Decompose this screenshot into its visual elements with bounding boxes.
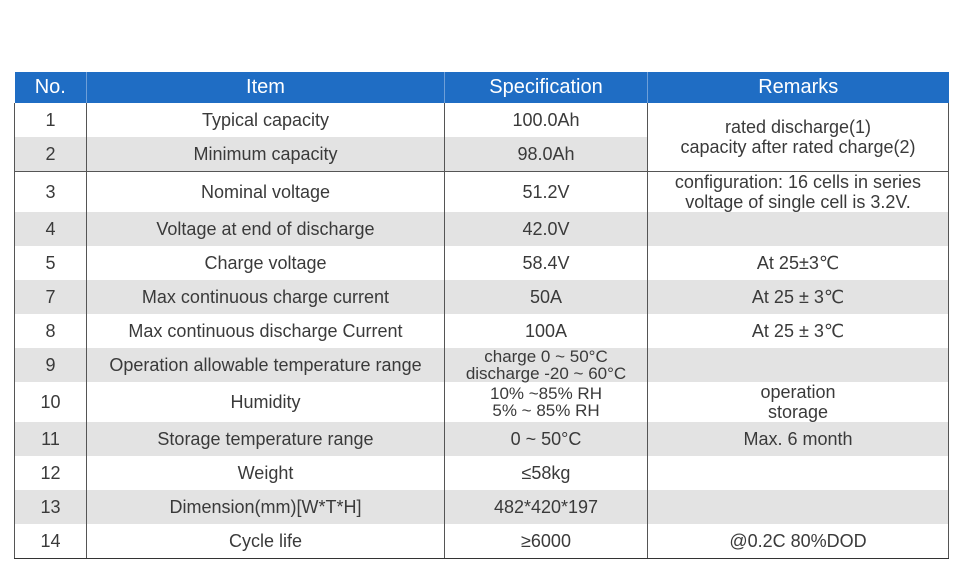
cell-spec: ≤58kg [445,456,648,490]
table-row [15,382,949,422]
table-row [15,456,949,490]
cell-spec: 100A [445,314,648,348]
cell-spec: 100.0Ah [445,103,648,137]
spec-line: 10% ~85% RH [490,384,602,403]
cell-no: 4 [15,212,87,246]
cell-remark [648,172,949,213]
header-item: Item [87,72,445,103]
table-row [15,314,949,348]
cell-item: Voltage at end of discharge [87,212,445,246]
cell-remark [648,382,949,422]
table-row [15,422,949,456]
cell-remark: @0.2C 80%DOD [648,524,949,559]
cell-remark [648,456,949,490]
cell-item: Nominal voltage [87,172,445,213]
table-header [15,72,949,103]
cell-item: Minimum capacity [87,137,445,172]
cell-item: Typical capacity [87,103,445,137]
cell-remark: Max. 6 month [648,422,949,456]
cell-item: Weight [87,456,445,490]
spec-table-container [14,72,948,559]
cell-remark: At 25 ± 3℃ [648,314,949,348]
cell-remark [648,348,949,382]
cell-no: 14 [15,524,87,559]
cell-remark-merged [648,103,949,172]
cell-spec: 0 ~ 50°C [445,422,648,456]
cell-item: Cycle life [87,524,445,559]
header-remarks: Remarks [648,72,949,103]
cell-no: 13 [15,490,87,524]
cell-remark: At 25±3℃ [648,246,949,280]
cell-item: Operation allowable temperature range [87,348,445,382]
cell-spec: 98.0Ah [445,137,648,172]
remark-line: voltage of single cell is 3.2V. [685,192,911,212]
cell-item: Max continuous charge current [87,280,445,314]
cell-remark [648,490,949,524]
cell-remark [648,212,949,246]
cell-spec: 50A [445,280,648,314]
table-row [15,280,949,314]
cell-item: Dimension(mm)[W*T*H] [87,490,445,524]
spec-line: charge 0 ~ 50°C [484,347,608,366]
header-no: No. [15,72,87,103]
header-specification: Specification [445,72,648,103]
spec-line: 5% ~ 85% RH [492,401,600,420]
cell-spec [445,348,648,382]
cell-spec: 42.0V [445,212,648,246]
cell-no: 7 [15,280,87,314]
cell-item: Storage temperature range [87,422,445,456]
spec-table [14,72,949,559]
cell-no: 5 [15,246,87,280]
cell-item: Max continuous discharge Current [87,314,445,348]
remark-line: configuration: 16 cells in series [674,172,922,192]
cell-spec: 58.4V [445,246,648,280]
cell-item: Charge voltage [87,246,445,280]
cell-no: 2 [15,137,87,172]
cell-no: 1 [15,103,87,137]
table-row [15,212,949,246]
cell-no: 12 [15,456,87,490]
spec-line: discharge -20 ~ 60°C [465,364,627,383]
cell-no: 3 [15,172,87,213]
table-row [15,348,949,382]
remark-line: storage [767,402,829,422]
remark-line: operation [760,382,836,402]
table-row [15,490,949,524]
remark-line: capacity after rated charge(2) [680,137,916,157]
cell-no: 8 [15,314,87,348]
table-row [15,172,949,213]
cell-spec [445,382,648,422]
table-row [15,524,949,559]
table-row [15,246,949,280]
remark-line: rated discharge(1) [724,117,872,137]
cell-spec: 51.2V [445,172,648,213]
cell-no: 11 [15,422,87,456]
cell-spec: 482*420*197 [445,490,648,524]
cell-no: 10 [15,382,87,422]
table-row [15,103,949,137]
cell-no: 9 [15,348,87,382]
cell-item: Humidity [87,382,445,422]
cell-spec: ≥6000 [445,524,648,559]
cell-remark: At 25 ± 3℃ [648,280,949,314]
